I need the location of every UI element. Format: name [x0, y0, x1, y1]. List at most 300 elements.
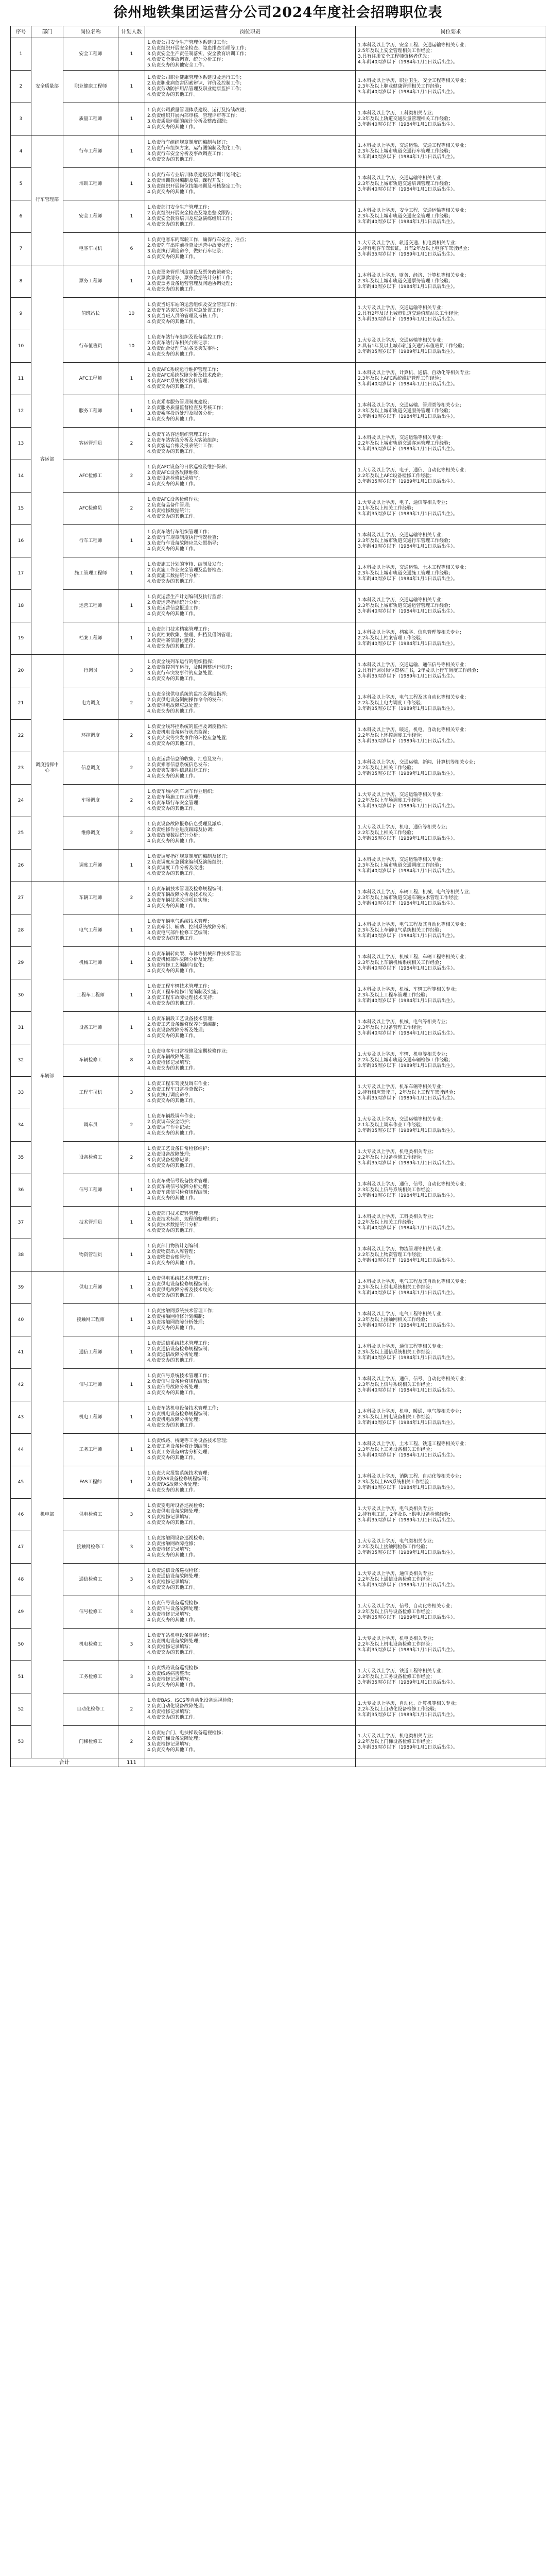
post-requirements: 1.本科及以上学历，消防工程、自动化等相关专业； 2.3年及以上FAS系统相关工作经验； 3.年龄40周岁以下（1984年1月1日以后出生）。: [356, 1466, 546, 1499]
table-row: [11, 525, 546, 557]
post-requirements: 1.大专及以上学历，铁道工程等相关专业； 2.2年及以上工务设备检修工作经验； 3.年龄35周岁以下（1989年1月1日以后出生）。: [356, 1661, 546, 1693]
post-count: 2: [118, 882, 145, 914]
row-number: 33: [11, 1077, 31, 1109]
post-count: 1: [118, 1012, 145, 1044]
post-count: 1: [118, 557, 145, 590]
table-row: [11, 1369, 546, 1401]
post-duties: 1.负责工程车辆技术管理工作； 2.负责工程车检修计划编制及实施； 3.负责工程车故障处理技术支持； 4.负责交办的其他工作。: [145, 979, 356, 1012]
table-row: [11, 330, 546, 363]
post-name: 行车工程师: [63, 135, 118, 168]
post-count: 1: [118, 1239, 145, 1272]
post-count: 1: [118, 850, 145, 882]
post-duties: 1.负责部门物资计划编制； 2.负责物资出入库管理； 3.负责物资台账管理； 4.负责交办的其他工作。: [145, 1239, 356, 1272]
post-count: 1: [118, 979, 145, 1012]
post-duties: 1.负责行车专业培训体系建设及培训计划制定； 2.负责培训教材编制及培训课程开发； 3.负责组织开展岗位技能培训及考核鉴定工作； 4.负责交办的其他工作。: [145, 168, 356, 200]
post-name: 调度工程师: [63, 850, 118, 882]
post-name: 设备检修工: [63, 1142, 118, 1174]
header-requirements: 岗位要求: [356, 26, 546, 38]
post-requirements: 1.本科及以上学历，土木工程、铁道工程等相关专业； 2.3年及以上工务设备相关工作经验； 3.年龄40周岁以下（1984年1月1日以后出生）。: [356, 1434, 546, 1466]
post-requirements: 1.大专及以上学历，交通运输等相关专业； 2.具有2年及以上城市轨道交通值班站长工作经验； 3.年龄35周岁以下（1989年1月1日以后出生）。: [356, 298, 546, 330]
post-duties: 1.负责设备故障报修信息受理及派单； 2.负责维修作业进度跟踪及协调； 3.负责故障数据统计分析； 4.负责交办的其他工作。: [145, 817, 356, 850]
table-row: [11, 265, 546, 298]
table-row: [11, 850, 546, 882]
post-count: 1: [118, 1434, 145, 1466]
row-number: 34: [11, 1109, 31, 1142]
post-requirements: 1.大专及以上学历，机电类相关专业； 2.2年及以上设备检修工作经验； 3.年龄35周岁以下（1989年1月1日以后出生）。: [356, 1142, 546, 1174]
row-number: 36: [11, 1174, 31, 1207]
row-number: 48: [11, 1564, 31, 1596]
row-number: 22: [11, 720, 31, 752]
table-row: [11, 363, 546, 395]
post-duties: 1.负责AFC系统运行维护管理工作； 2.负责AFC系统故障分析及技术改造； 3.负责AFC系统技术资料管理； 4.负责交办的其他工作。: [145, 363, 356, 395]
post-requirements: 1.本科及以上学历，档案学、信息管理等相关专业； 2.2年及以上档案管理工作经验； 3.年龄40周岁以下（1984年1月1日以后出生）。: [356, 622, 546, 655]
table-row: [11, 1466, 546, 1499]
footer-empty-duties: [145, 1758, 356, 1767]
post-duties: 1.负责BAS、ISCS等自动化设备巡视检修； 2.负责自动化设备故障处理； 3.负责检修记录填写； 4.负责交办的其他工作。: [145, 1693, 356, 1726]
post-duties: 1.负责部门技术档案管理工作； 2.负责档案收集、整理、归档及借阅管理； 3.负责档案信息化建设； 4.负责交办的其他工作。: [145, 622, 356, 655]
post-requirements: 1.大专及以上学历，交通运输等相关专业； 2.1年及以上调车作业工作经验； 3.年龄35周岁以下（1989年1月1日以后出生）。: [356, 1109, 546, 1142]
post-name: 培训工程师: [63, 168, 118, 200]
post-requirements: 1.本科及以上学历，职业卫生、安全工程等相关专业； 2.3年及以上职业健康管理相关工作经验； 3.年龄40周岁以下（1984年1月1日以后出生）。: [356, 71, 546, 103]
table-row: [11, 1531, 546, 1564]
table-row: [11, 71, 546, 103]
header-department: 部门: [31, 26, 63, 38]
post-duties: 1.负责信号设备巡视检修； 2.负责信号设备故障处理； 3.负责检修记录填写； 4.负责交办的其他工作。: [145, 1596, 356, 1629]
row-number: 24: [11, 785, 31, 817]
post-requirements: 1.大专及以上学历，机电类相关专业； 2.2年及以上机电设备检修工作经验； 3.年龄35周岁以下（1989年1月1日以后出生）。: [356, 1629, 546, 1661]
table-row: [11, 1629, 546, 1661]
table-row: [11, 1693, 546, 1726]
post-name: 调车员: [63, 1109, 118, 1142]
row-number: 26: [11, 850, 31, 882]
post-requirements: 1.大专及以上学历，信号、自动化等相关专业； 2.2年及以上信号设备检修工作经验； 3.年龄35周岁以下（1989年1月1日以后出生）。: [356, 1596, 546, 1629]
post-duties: 1.负责工艺设备日常检修维护； 2.负责设备故障处理； 3.负责设备检修记录； 4.负责交办的其他工作。: [145, 1142, 356, 1174]
row-number: 39: [11, 1272, 31, 1304]
recruitment-document: [10, 0, 546, 1767]
row-number: 5: [11, 168, 31, 200]
post-count: 1: [118, 1304, 145, 1336]
post-name: 信号工程师: [63, 1369, 118, 1401]
row-number: 50: [11, 1629, 31, 1661]
table-row: [11, 1661, 546, 1693]
post-count: 1: [118, 1336, 145, 1369]
footer-total: 111: [118, 1758, 145, 1767]
header-post: 岗位名称: [63, 26, 118, 38]
post-requirements: 1.大专及以上学历，电子、通信、自动化等相关专业； 2.2年及以上AFC设备检修工作经验； 3.年龄35周岁以下（1989年1月1日以后出生）。: [356, 460, 546, 493]
post-name: 运营工程师: [63, 590, 118, 622]
post-name: 车辆检修工: [63, 1044, 118, 1077]
post-name: 行车值班员: [63, 330, 118, 363]
row-number: 16: [11, 525, 31, 557]
row-number: 30: [11, 979, 31, 1012]
post-count: 1: [118, 1401, 145, 1434]
post-requirements: 1.本科及以上学历，交通运输等相关专业； 2.3年及以上城市轨道交通培训管理工作经验； 3.年龄40周岁以下（1984年1月1日以后出生）。: [356, 168, 546, 200]
post-count: 2: [118, 1142, 145, 1174]
table-row: [11, 168, 546, 200]
post-duties: 1.负责运营生产计划编制及执行监督； 2.负责运营指标统计分析； 3.负责运营信息报送工作； 4.负责交办的其他工作。: [145, 590, 356, 622]
table-row: [11, 38, 546, 71]
post-requirements: 1.本科及以上学历，交通运输、新闻、计算机等相关专业； 2.2年及以上相关工作经验； 3.年龄35周岁以下（1989年1月1日以后出生）。: [356, 752, 546, 785]
row-number: 47: [11, 1531, 31, 1564]
post-requirements: 1.大专及以上学历，车辆、机电等相关专业； 2.2年及以上城市轨道交通车辆检修工作经验； 3.年龄35周岁以下（1989年1月1日以后出生）。: [356, 1044, 546, 1077]
post-duties: 1.负责电客车日常检修及定期检修作业； 2.负责车辆故障处理； 3.负责检修记录填写； 4.负责交办的其他工作。: [145, 1044, 356, 1077]
department-cell: 车辆部: [31, 882, 63, 1272]
post-requirements: 1.本科及以上学历，机械、电气等相关专业； 2.3年及以上设备管理工作经验； 3.年龄40周岁以下（1984年1月1日以后出生）。: [356, 1012, 546, 1044]
post-count: 2: [118, 428, 145, 460]
table-row: [11, 785, 546, 817]
post-count: 2: [118, 752, 145, 785]
row-number: 37: [11, 1207, 31, 1239]
table-row: [11, 1401, 546, 1434]
post-duties: 1.负责接触网系统技术管理工作； 2.负责接触网检修计划编制； 3.负责接触网故障分析处理； 4.负责交办的其他工作。: [145, 1304, 356, 1336]
post-name: AFC工程师: [63, 363, 118, 395]
post-name: 工程车司机: [63, 1077, 118, 1109]
table-row: [11, 1012, 546, 1044]
post-count: 2: [118, 493, 145, 525]
post-duties: 1.负责当班车站的运营组织及安全管理工作； 2.负责车站突发事件的应急处置工作； 3.负责当班人员的管理及考核工作； 4.负责交办的其他工作。: [145, 298, 356, 330]
post-duties: 1.负责车站客运组织管理工作； 2.负责车站客流分析及大客流组织； 3.负责客运台账及报表统计工作； 4.负责交办的其他工作。: [145, 428, 356, 460]
post-requirements: 1.本科及以上学历，交通运输等相关专业； 2.3年及以上城市轨道交通运营管理工作经验； 3.年龄40周岁以下（1984年1月1日以后出生）。: [356, 590, 546, 622]
row-number: 8: [11, 265, 31, 298]
post-name: 供电工程师: [63, 1272, 118, 1304]
post-requirements: 1.本科及以上学历，物流管理等相关专业； 2.2年及以上物资管理工作经验； 3.年龄40周岁以下（1984年1月1日以后出生）。: [356, 1239, 546, 1272]
post-requirements: 1.大专及以上学历，电气类相关专业； 2.持有电工证，2年及以上供电设备检修经验； 3.年龄35周岁以下（1989年1月1日以后出生）。: [356, 1499, 546, 1531]
post-requirements: 1.大专及以上学历，交通运输等相关专业； 2.具有1年及以上城市轨道交通行车值班员工作经验； 3.年龄35周岁以下（1989年1月1日以后出生）。: [356, 330, 546, 363]
post-name: 档案工程师: [63, 622, 118, 655]
post-requirements: 1.大专及以上学历，电子、通信等相关专业； 2.1年及以上相关工作经验； 3.年龄35周岁以下（1989年1月1日以后出生）。: [356, 493, 546, 525]
table-row: [11, 1077, 546, 1109]
post-name: 工务工程师: [63, 1434, 118, 1466]
post-duties: 1.负责施工计划的审核、编制及发布； 2.负责施工作业安全管理及监督检查； 3.负责施工数据统计分析； 4.负责交办的其他工作。: [145, 557, 356, 590]
post-requirements: 1.本科及以上学历，机械、车辆工程等相关专业； 2.3年及以上工程车管理工作经验； 3.年龄40周岁以下（1984年1月1日以后出生）。: [356, 979, 546, 1012]
post-name: AFC检修工: [63, 460, 118, 493]
post-requirements: 1.本科及以上学历，交通运输、土木工程等相关专业； 2.3年及以上城市轨道交通施工管理工作经验； 3.年龄40周岁以下（1984年1月1日以后出生）。: [356, 557, 546, 590]
post-name: 电客车司机: [63, 233, 118, 265]
post-duties: 1.负责公司安全生产管理体系建设工作； 2.负责组织开展安全检查、隐患排查治理等工作； 3.负责安全生产责任制落实、安全教育培训工作； 4.负责安全事故调查、统计分析工作； 5.负责交办的其他安全工作。: [145, 38, 356, 71]
post-duties: 1.负责公司质量管理体系建设、运行及持续改进； 2.负责组织开展内部审核、管理评审等工作； 3.负责质量问题的统计分析及整改跟踪； 4.负责交办的其他工作。: [145, 103, 356, 135]
post-duties: 1.负责AFC设备检修作业； 2.负责备品备件管理； 3.负责检修数据统计； 4.负责交办的其他工作。: [145, 493, 356, 525]
post-duties: 1.负责通信设备巡视检修； 2.负责通信设备故障处理； 3.负责检修记录填写； 4.负责交办的其他工作。: [145, 1564, 356, 1596]
row-number: 53: [11, 1726, 31, 1758]
table-row: [11, 135, 546, 168]
table-row: [11, 200, 546, 233]
post-name: 信号工程师: [63, 1174, 118, 1207]
post-requirements: 1.本科及以上学历，电气工程及其自动化等相关专业； 2.3年及以上车辆电气系统相关工作经验； 3.年龄40周岁以下（1984年1月1日以后出生）。: [356, 914, 546, 947]
table-row: [11, 720, 546, 752]
post-duties: 1.负责行车组织规章制度的编制与修订； 2.负责行车组织方案、运行图编制及优化工作； 3.负责行车安全分析及事故调查工作； 4.负责交办的其他工作。: [145, 135, 356, 168]
post-requirements: 1.本科及以上学历，计算机、通信、自动化等相关专业； 2.3年及以上AFC系统维护管理工作经验； 3.年龄40周岁以下（1984年1月1日以后出生）。: [356, 363, 546, 395]
table-header-row: [11, 26, 546, 38]
post-name: 环控调度: [63, 720, 118, 752]
post-duties: 1.负责线路设备巡视检修； 2.负责线路病害整治； 3.负责检修记录填写； 4.负责交办的其他工作。: [145, 1661, 356, 1693]
post-name: FAS工程师: [63, 1466, 118, 1499]
post-requirements: 1.大专及以上学历，通信类相关专业； 2.2年及以上通信设备检修工作经验； 3.年龄35周岁以下（1989年1月1日以后出生）。: [356, 1564, 546, 1596]
row-number: 7: [11, 233, 31, 265]
post-duties: 1.负责信号系统技术管理工作； 2.负责信号设备检修规程编制； 3.负责信号故障分析处理； 4.负责交办的其他工作。: [145, 1369, 356, 1401]
table-row: [11, 395, 546, 428]
post-name: 门梯检修工: [63, 1726, 118, 1758]
post-duties: 1.负责通信系统技术管理工作； 2.负责通信设备检修规程编制； 3.负责通信故障分析处理； 4.负责交办的其他工作。: [145, 1336, 356, 1369]
post-duties: 1.负责工程车驾驶及调车作业； 2.负责工程车日常检查保养； 3.负责执行调度命令； 4.负责交办的其他工作。: [145, 1077, 356, 1109]
row-number: 2: [11, 71, 31, 103]
row-number: 42: [11, 1369, 31, 1401]
post-name: 质量工程师: [63, 103, 118, 135]
row-number: 18: [11, 590, 31, 622]
row-number: 17: [11, 557, 31, 590]
post-duties: 1.负责票务管理制度建设及票务政策研究； 2.负责票款清分、票务数据统计分析工作； 3.负责票务设备运营管理及问题协调处理； 4.负责交办的其他工作。: [145, 265, 356, 298]
post-name: 服务工程师: [63, 395, 118, 428]
row-number: 9: [11, 298, 31, 330]
post-count: 1: [118, 525, 145, 557]
post-requirements: 1.大专及以上学历，自动化、计算机等相关专业； 2.2年及以上自动化设备检修工作经验； 3.年龄35周岁以下（1989年1月1日以后出生）。: [356, 1693, 546, 1726]
post-requirements: 1.大专及以上学历，机车车辆等相关专业； 2.持有相应驾驶证，2年及以上工程车驾驶经验； 3.年龄35周岁以下（1989年1月1日以后出生）。: [356, 1077, 546, 1109]
post-duties: 1.负责接触网设备巡视检修； 2.负责接触网故障抢修； 3.负责检修记录填写； 4.负责交办的其他工作。: [145, 1531, 356, 1564]
post-requirements: 1.本科及以上学历，通信、信号、自动化等相关专业； 2.3年及以上信号系统相关工作经验； 3.年龄40周岁以下（1984年1月1日以后出生）。: [356, 1174, 546, 1207]
header-duties: 岗位职责: [145, 26, 356, 38]
post-name: 技术管理员: [63, 1207, 118, 1239]
table-row: [11, 1142, 546, 1174]
row-number: 35: [11, 1142, 31, 1174]
post-requirements: 1.大专及以上学历，电气类相关专业； 2.2年及以上接触网检修工作经验； 3.年龄35周岁以下（1989年1月1日以后出生）。: [356, 1531, 546, 1564]
post-duties: 1.负责运营信息的收集、汇总及发布； 2.负责乘客信息系统信息发布； 3.负责突发事件信息报送工作； 4.负责交办的其他工作。: [145, 752, 356, 785]
table-row: [11, 655, 546, 687]
row-number: 14: [11, 460, 31, 493]
post-count: 1: [118, 135, 145, 168]
row-number: 38: [11, 1239, 31, 1272]
post-duties: 1.负责供电系统技术管理工作； 2.负责供电设备检修规程编制； 3.负责供电故障分析及技术攻关； 4.负责交办的其他工作。: [145, 1272, 356, 1304]
post-count: 3: [118, 1564, 145, 1596]
post-duties: 1.负责乘客服务管理制度建设； 2.负责服务质量监督检查及考核工作； 3.负责乘客投诉处理及服务分析； 4.负责交办的其他工作。: [145, 395, 356, 428]
post-count: 2: [118, 1726, 145, 1758]
post-name: AFC检修员: [63, 493, 118, 525]
post-requirements: 1.本科及以上学历，交通运输等相关专业； 2.2年及以上城市轨道交通客运管理工作经验； 3.年龄35周岁以下（1989年1月1日以后出生）。: [356, 428, 546, 460]
post-name: 电力调度: [63, 687, 118, 720]
table-row: [11, 622, 546, 655]
row-number: 49: [11, 1596, 31, 1629]
table-row: [11, 914, 546, 947]
post-count: 2: [118, 1109, 145, 1142]
table-row: [11, 1499, 546, 1531]
post-requirements: 1.本科及以上学历，工科类相关专业； 2.3年及以上轨道交通质量管理相关工作经验； 3.年龄40周岁以下（1984年1月1日以后出生）。: [356, 103, 546, 135]
table-row: [11, 1304, 546, 1336]
post-duties: 1.负责车辆转向架、车体等机械部件技术管理； 2.负责机械部件故障分析及处理； 3.负责检修工艺编制与优化； 4.负责交办的其他工作。: [145, 947, 356, 979]
post-requirements: 1.本科及以上学历，机械工程、车辆工程等相关专业； 2.3年及以上车辆机械系统相关工作经验； 3.年龄40周岁以下（1984年1月1日以后出生）。: [356, 947, 546, 979]
table-row: [11, 1336, 546, 1369]
post-count: 1: [118, 590, 145, 622]
post-name: 通信检修工: [63, 1564, 118, 1596]
post-duties: 1.负责变电所设备巡视检修； 2.负责供电设备故障处理； 3.负责检修记录填写； 4.负责交办的其他工作。: [145, 1499, 356, 1531]
post-duties: 1.负责电客车的驾驶工作，确保行车安全、准点； 2.负责列车出库前检查及运营中故障处理； 3.负责执行调度命令，做好行车记录； 4.负责交办的其他工作。: [145, 233, 356, 265]
table-row: [11, 1207, 546, 1239]
post-requirements: 1.本科及以上学历，通信工程等相关专业； 2.3年及以上通信系统相关工作经验； 3.年龄40周岁以下（1984年1月1日以后出生）。: [356, 1336, 546, 1369]
table-row: [11, 817, 546, 850]
post-count: 8: [118, 1044, 145, 1077]
row-number: 15: [11, 493, 31, 525]
post-duties: 1.负责车站行车组织及设备监控工作； 2.负责车站行车相关台账记录； 3.负责配合处理车站各类突发事件； 4.负责交办的其他工作。: [145, 330, 356, 363]
row-number: 10: [11, 330, 31, 363]
post-name: 票务工程师: [63, 265, 118, 298]
table-row: [11, 1044, 546, 1077]
post-duties: 1.负责车辆段调车作业； 2.负责调车安全防护； 3.负责调车作业记录； 4.负责交办的其他工作。: [145, 1109, 356, 1142]
post-count: 2: [118, 1693, 145, 1726]
post-duties: 1.负责部门技术资料管理； 2.负责技术标准、规程的整理归档； 3.负责技术数据统计分析； 4.负责交办的其他工作。: [145, 1207, 356, 1239]
post-requirements: 1.本科及以上学历，交通运输、交通工程等相关专业； 2.3年及以上城市轨道交通行车管理工作经验； 3.年龄40周岁以下（1984年1月1日以后出生）。: [356, 135, 546, 168]
post-requirements: 1.本科及以上学历，交通运输等相关专业； 2.3年及以上城市轨道交通行车管理工作经验； 3.年龄40周岁以下（1984年1月1日以后出生）。: [356, 525, 546, 557]
table-row: [11, 493, 546, 525]
post-requirements: 1.大专及以上学历，交通运输等相关专业； 2.2年及以上车场调度工作经验； 3.年龄35周岁以下（1989年1月1日以后出生）。: [356, 785, 546, 817]
post-duties: 1.负责车辆电气系统技术管理； 2.负责牵引、辅助、控制系统故障分析； 3.负责电气部件检修工艺编制； 4.负责交办的其他工作。: [145, 914, 356, 947]
post-duties: 1.负责全线环控系统的监控及调度指挥； 2.负责机电设备运行状态监视； 3.负责火灾等突发事件的环控应急处置； 4.负责交办的其他工作。: [145, 720, 356, 752]
post-duties: 1.负责调度指挥规章制度的编制及修订； 2.负责调度应急预案编制及演练组织； 3.负责调度工作分析及改进； 4.负责交办的其他工作。: [145, 850, 356, 882]
table-row: [11, 1434, 546, 1466]
post-count: 1: [118, 622, 145, 655]
post-count: 1: [118, 200, 145, 233]
row-number: 4: [11, 135, 31, 168]
table-row: [11, 882, 546, 914]
row-number: 41: [11, 1336, 31, 1369]
row-number: 46: [11, 1499, 31, 1531]
row-number: 11: [11, 363, 31, 395]
row-number: 40: [11, 1304, 31, 1336]
post-name: 接触网检修工: [63, 1531, 118, 1564]
document-title: 徐州地铁集团运营分公司2024年度社会招聘职位表: [113, 5, 443, 21]
post-name: 行车工程师: [63, 525, 118, 557]
row-number: 3: [11, 103, 31, 135]
post-name: 安全工程师: [63, 200, 118, 233]
post-name: 通信工程师: [63, 1336, 118, 1369]
department-cell: 客运部: [31, 265, 63, 655]
post-duties: 1.负责车辆段工艺设备技术管理； 2.负责工艺设备维修保养计划编制； 3.负责设备故障分析及处理； 4.负责交办的其他工作。: [145, 1012, 356, 1044]
table-body: [11, 38, 546, 1758]
post-name: 机电检修工: [63, 1629, 118, 1661]
table-footer-row: [11, 1758, 546, 1767]
post-requirements: 1.本科及以上学历，电气工程及其自动化等相关专业； 2.3年及以上供电系统相关工作经验； 3.年龄40周岁以下（1984年1月1日以后出生）。: [356, 1272, 546, 1304]
row-number: 44: [11, 1434, 31, 1466]
post-duties: 1.负责站台门、电扶梯设备巡视检修； 2.负责门梯设备故障处理； 3.负责检修记录填写； 4.负责交办的其他工作。: [145, 1726, 356, 1758]
post-count: 1: [118, 168, 145, 200]
table-row: [11, 1239, 546, 1272]
table-row: [11, 233, 546, 265]
table-row: [11, 979, 546, 1012]
post-name: 工程车工程师: [63, 979, 118, 1012]
header-count: 计划人数: [118, 26, 145, 38]
post-name: 供电检修工: [63, 1499, 118, 1531]
post-count: 1: [118, 265, 145, 298]
post-name: 工务检修工: [63, 1661, 118, 1693]
row-number: 28: [11, 914, 31, 947]
table-row: [11, 1272, 546, 1304]
post-count: 1: [118, 1369, 145, 1401]
post-duties: 1.负责公司职业健康管理体系建设及运行工作； 2.负责职业病危害因素辨识、评价及控制工作； 3.负责劳动防护用品管理及职业健康监护工作； 4.负责交办的其他工作。: [145, 71, 356, 103]
table-row: [11, 1564, 546, 1596]
post-requirements: 1.大专及以上学历，机电、通信等相关专业； 2.2年及以上相关工作经验； 3.年龄35周岁以下（1989年1月1日以后出生）。: [356, 817, 546, 850]
post-duties: 1.负责全线供电系统的监控及调度指挥； 2.负责供电设备倒闸操作命令的发布； 3.负责供电故障应急处置； 4.负责交办的其他工作。: [145, 687, 356, 720]
table-row: [11, 687, 546, 720]
post-name: 信息调度: [63, 752, 118, 785]
post-duties: 1.负责车场内列车调车作业组织； 2.负责车场施工作业管理； 3.负责车场行车安全管理； 4.负责交办的其他工作。: [145, 785, 356, 817]
post-name: 电气工程师: [63, 914, 118, 947]
post-name: 机电工程师: [63, 1401, 118, 1434]
post-count: 1: [118, 71, 145, 103]
row-number: 20: [11, 655, 31, 687]
post-duties: 1.负责车站机电设备巡视检修； 2.负责机电设备故障处理； 3.负责检修记录填写； 4.负责交办的其他工作。: [145, 1629, 356, 1661]
footer-empty-requirements: [356, 1758, 546, 1767]
post-count: 2: [118, 687, 145, 720]
table-row: [11, 298, 546, 330]
post-requirements: 1.本科及以上学历，安全工程、交通运输等相关专业； 2.5年及以上安全管理相关工作经验； 3.具有注册安全工程师资格者优先； 4.年龄40周岁以下（1984年1月1日以后出生）。: [356, 38, 546, 71]
post-count: 3: [118, 1596, 145, 1629]
row-number: 29: [11, 947, 31, 979]
post-count: 1: [118, 914, 145, 947]
post-count: 3: [118, 1077, 145, 1109]
post-count: 1: [118, 38, 145, 71]
post-count: 1: [118, 363, 145, 395]
positions-table: [10, 26, 546, 1767]
row-number: 12: [11, 395, 31, 428]
post-name: 值班站长: [63, 298, 118, 330]
post-count: 1: [118, 1207, 145, 1239]
row-number: 23: [11, 752, 31, 785]
post-count: 3: [118, 1629, 145, 1661]
post-duties: 1.负责线路、桥隧等工务设备技术管理； 2.负责工务设备检修计划编制； 3.负责工务设备病害分析处理； 4.负责交办的其他工作。: [145, 1434, 356, 1466]
row-number: 31: [11, 1012, 31, 1044]
post-duties: 1.负责车站机电设备技术管理工作； 2.负责机电设备检修规程编制； 3.负责机电故障分析处理； 4.负责交办的其他工作。: [145, 1401, 356, 1434]
post-duties: 1.负责火灾报警系统技术管理； 2.负责FAS设备检修规程编制； 3.负责FAS故障分析处理； 4.负责交办的其他工作。: [145, 1466, 356, 1499]
footer-label: 合计: [11, 1758, 118, 1767]
table-row: [11, 1596, 546, 1629]
post-name: 车场调度: [63, 785, 118, 817]
post-count: 2: [118, 785, 145, 817]
post-count: 3: [118, 1499, 145, 1531]
department-cell: 调度指挥中心: [31, 655, 63, 882]
table-row: [11, 1726, 546, 1758]
post-requirements: 1.本科及以上学历，暖通、机电、自动化等相关专业； 2.2年及以上环控调度工作经验； 3.年龄35周岁以下（1989年1月1日以后出生）。: [356, 720, 546, 752]
post-count: 2: [118, 720, 145, 752]
post-requirements: 1.本科及以上学历，车辆工程、机械、电气等相关专业； 2.3年及以上城市轨道交通车辆技术管理工作经验； 3.年龄40周岁以下（1984年1月1日以后出生）。: [356, 882, 546, 914]
header-no: 序号: [11, 26, 31, 38]
post-requirements: 1.本科及以上学历，电气工程及其自动化等相关专业； 2.2年及以上电力调度工作经验； 3.年龄35周岁以下（1989年1月1日以后出生）。: [356, 687, 546, 720]
post-requirements: 1.本科及以上学历，财务、经济、计算机等相关专业； 2.3年及以上城市轨道交通票务管理工作经验； 3.年龄40周岁以下（1984年1月1日以后出生）。: [356, 265, 546, 298]
post-requirements: 1.本科及以上学历，通信、信号、自动化等相关专业； 2.3年及以上信号系统相关工作经验； 3.年龄40周岁以下（1984年1月1日以后出生）。: [356, 1369, 546, 1401]
post-name: 车辆工程师: [63, 882, 118, 914]
post-requirements: 1.本科及以上学历，机电、暖通、电气等相关专业； 2.3年及以上机电设备相关工作经验； 3.年龄40周岁以下（1984年1月1日以后出生）。: [356, 1401, 546, 1434]
post-count: 2: [118, 460, 145, 493]
row-number: 43: [11, 1401, 31, 1434]
post-requirements: 1.大专及以上学历，机电类相关专业； 2.2年及以上门梯设备检修工作经验； 3.年龄35周岁以下（1989年1月1日以后出生）。: [356, 1726, 546, 1758]
row-number: 6: [11, 200, 31, 233]
row-number: 13: [11, 428, 31, 460]
table-row: [11, 590, 546, 622]
post-name: 自动化检修工: [63, 1693, 118, 1726]
post-count: 3: [118, 1661, 145, 1693]
post-name: 施工管理工程师: [63, 557, 118, 590]
post-name: 信号检修工: [63, 1596, 118, 1629]
row-number: 21: [11, 687, 31, 720]
post-count: 1: [118, 1272, 145, 1304]
table-row: [11, 103, 546, 135]
department-cell: 安全质量部: [31, 38, 63, 135]
table-row: [11, 752, 546, 785]
post-count: 10: [118, 298, 145, 330]
post-name: 安全工程师: [63, 38, 118, 71]
row-number: 19: [11, 622, 31, 655]
department-cell: 行车管理部: [31, 135, 63, 265]
row-number: 45: [11, 1466, 31, 1499]
post-count: 1: [118, 103, 145, 135]
table-row: [11, 1174, 546, 1207]
row-number: 51: [11, 1661, 31, 1693]
post-count: 3: [118, 655, 145, 687]
